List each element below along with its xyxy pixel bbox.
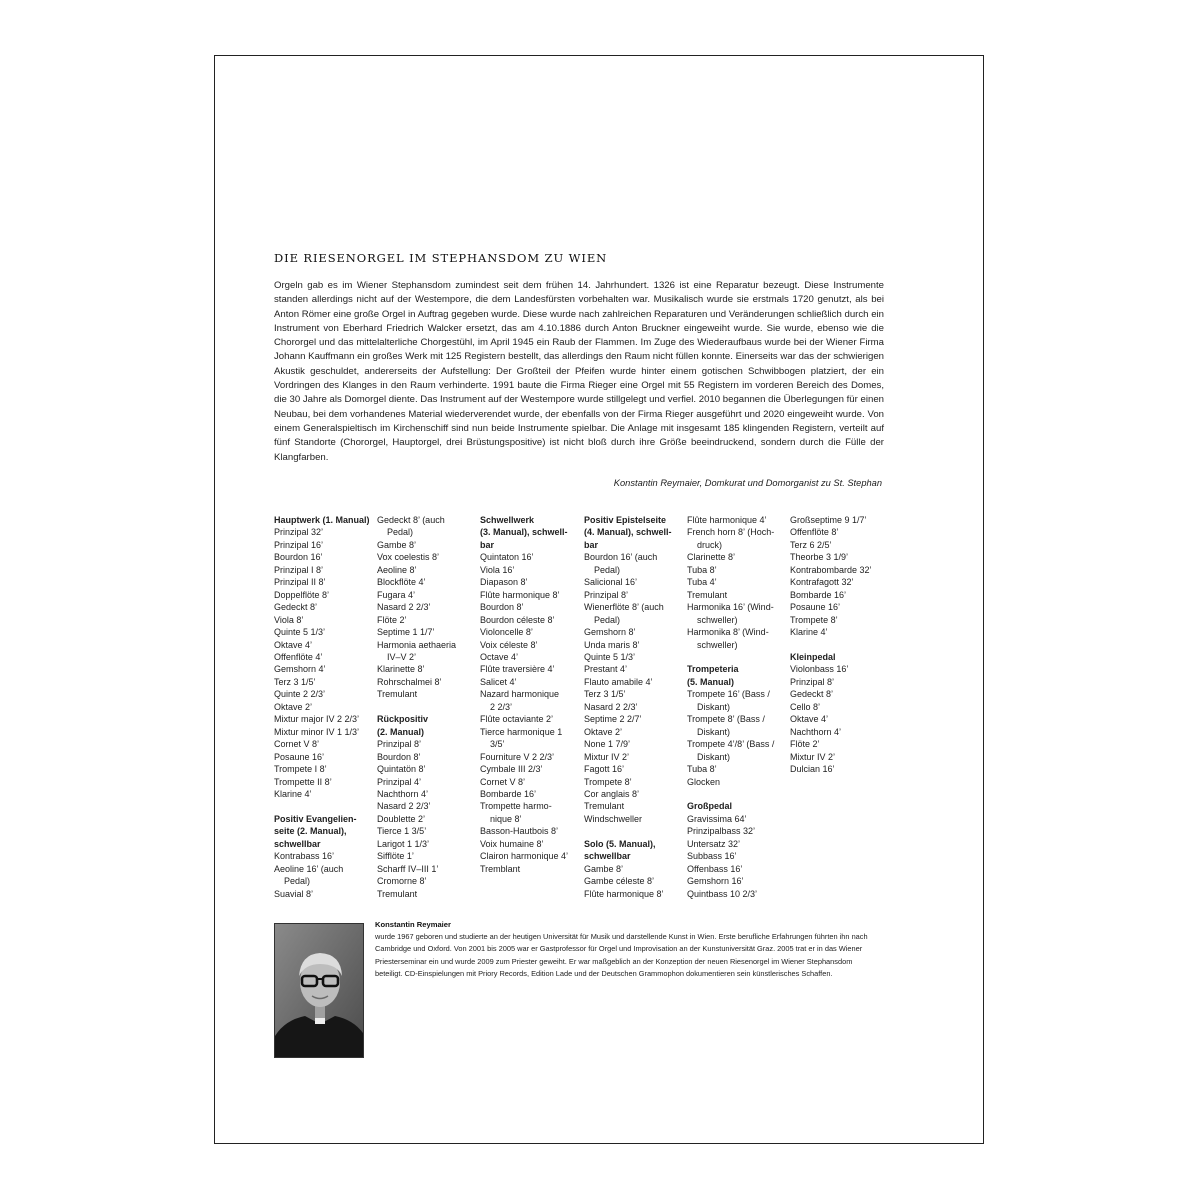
stop-item: Cornet V 8’ bbox=[274, 739, 320, 750]
stop-item: Terz 3 1/5’ bbox=[584, 689, 626, 700]
division-heading: Schwellwerk (3. Manual), schwell- bar bbox=[480, 515, 568, 550]
stop-item: Offenflöte 8’ bbox=[790, 527, 839, 538]
division-section bbox=[274, 514, 374, 800]
stop-item: Viola 8’ bbox=[274, 614, 304, 625]
division-section bbox=[687, 663, 787, 788]
stop-column bbox=[687, 514, 787, 912]
stop-item: Voix humaine 8’ bbox=[480, 838, 544, 849]
stop-item: Glocken bbox=[687, 776, 721, 787]
stop-item: Flauto amabile 4’ bbox=[584, 676, 653, 687]
author-bio bbox=[274, 920, 884, 1060]
stop-item: Nasard 2 2/3’ bbox=[377, 602, 431, 613]
stop-item: Terz 6 2/5’ bbox=[790, 539, 832, 550]
stop-item: Nazard harmonique 2 2/3’ bbox=[480, 689, 560, 712]
intro-text bbox=[274, 279, 884, 465]
stop-item: Cromorne 8’ bbox=[377, 876, 427, 887]
stop-item: Dulcian 16’ bbox=[790, 764, 835, 775]
stop-item: Gambe céleste 8’ bbox=[584, 876, 655, 887]
stop-item: Fourniture V 2 2/3’ bbox=[480, 751, 555, 762]
author-portrait bbox=[274, 923, 364, 1058]
stop-item: Klarine 4’ bbox=[274, 788, 312, 799]
bio-name: Konstantin Reymaier bbox=[375, 920, 451, 929]
division-heading: Kleinpedal bbox=[790, 651, 836, 662]
stop-item: Tremulant bbox=[584, 801, 625, 812]
stop-item: Viola 16’ bbox=[480, 564, 515, 575]
stop-item: Mixtur minor IV 1 1/3’ bbox=[274, 726, 360, 737]
stop-item: Tierce 1 3/5’ bbox=[377, 826, 427, 837]
stop-item: Tuba 8’ bbox=[687, 564, 717, 575]
stop-item: Nasard 2 2/3’ bbox=[584, 701, 638, 712]
stop-item: Septime 1 1/7’ bbox=[377, 627, 435, 638]
stop-item: Trompete I 8’ bbox=[274, 764, 327, 775]
division-heading: Großpedal bbox=[687, 801, 733, 812]
division-heading: Rückpositiv (2. Manual) bbox=[377, 714, 429, 737]
stop-item: Doublette 2’ bbox=[377, 813, 426, 824]
stop-item: Bourdon 16’ bbox=[274, 552, 323, 563]
stop-item: Wienerflöte 8’ (auch Pedal) bbox=[584, 602, 664, 625]
division-heading: Trompeteria (5. Manual) bbox=[687, 664, 739, 687]
division-section bbox=[584, 514, 684, 825]
intro-paragraph: Orgeln gab es im Wiener Stephansdom zumindest seit dem frühen 14. Jahrhundert. 1326 ist eine Reparatur bezeugt. Diese Instrumente standen allerdings nicht auf der Westempore, die dem Landesfürsten vorbehalten war. Musikalisch wurde sie erstmals 1720 genutzt, als bei Anton Römer eine große Orgel in Auftrag gegeben wurde. Diese wurde nach zahlreichen Reparaturen und Veränderungen schließlich durch ein Instrument von Eberhard Friedrich Walcker ersetzt, das am 4.10.1886 durch Anton Bruckner eingeweiht wurde. Sie wurde, ebenso wie die Chororgel und das mittelalterliche Chorgestühl, im April 1945 ein Raub der Flammen. Im Zuge des Wiederaufbaus wurde bei der Wiener Firma Johann Kauffmann ein großes Werk mit 125 Registern bestellt, das allerdings den Raum nicht füllen konnte. Einerseits war das der schwierigen Akustik geschuldet, andererseits der Aufstellung: Der Großteil der Pfeifen wurde hinter einem gotischen Schwibbogen platziert, der ein Vordringen des Klanges in den Raum verhinderte. 1991 baute die Firma Rieger eine Orgel mit 55 Registern im vorderen Bereich des Domes, die 30 Jahre als Domorgel diente. Das Instrument auf der Westempore wurde stillgelegt und verfiel. 2010 begannen die Überlegungen für einen Neubau, bei dem vorhandenes Material wiederverendet wurde, der ebenfalls von der Firma Rieger ausgeführt und 2020 eingeweiht wurde. Von einem Generalspieltisch im Kirchenschiff sind nun beide Instrumente spielbar. Die Anlage mit insgesamt 185 klingenden Registern, verteilt auf fünf Standorte (Chororgel, Hauptorgel, drei Brüstungspositive) ist nicht bloß durch ihre Größe beeindruckend, sondern durch die Fülle der Klangfarben. bbox=[274, 280, 884, 463]
stop-item: Posaune 16’ bbox=[274, 751, 325, 762]
stop-item: Trompete 16’ (Bass / Diskant) bbox=[687, 689, 770, 712]
stop-item: Prinzipal 8’ bbox=[790, 676, 835, 687]
portrait-image bbox=[275, 924, 364, 1058]
stop-item: Flöte 2’ bbox=[790, 739, 820, 750]
stop-item: Violonbass 16’ bbox=[790, 664, 849, 675]
stop-item: None 1 7/9’ bbox=[584, 739, 631, 750]
stop-item: Prinzipal I 8’ bbox=[274, 564, 324, 575]
stop-item: Unda maris 8’ bbox=[584, 639, 640, 650]
stop-item: Cymbale III 2/3’ bbox=[480, 764, 543, 775]
stop-column bbox=[377, 514, 477, 912]
stop-item: Cor anglais 8’ bbox=[584, 788, 640, 799]
stop-item: Flûte octaviante 2’ bbox=[480, 714, 554, 725]
stop-item: Prinzipal 8’ bbox=[377, 739, 422, 750]
stop-item: Trompete 8’ bbox=[584, 776, 632, 787]
stop-item: Posaune 16’ bbox=[790, 602, 841, 613]
stop-item: Kontrabombarde 32’ bbox=[790, 564, 872, 575]
division-section bbox=[480, 514, 580, 875]
stop-item: Gambe 8’ bbox=[377, 539, 417, 550]
stop-item: Nachthorn 4’ bbox=[377, 788, 429, 799]
stop-item: Bourdon céleste 8’ bbox=[480, 614, 555, 625]
stop-item: Untersatz 32’ bbox=[687, 838, 741, 849]
stop-item: Windschweller bbox=[584, 813, 643, 824]
stop-item: Gambe 8’ bbox=[584, 863, 624, 874]
division-heading: Hauptwerk (1. Manual) bbox=[274, 515, 370, 525]
stop-item: Oktave 2’ bbox=[584, 726, 623, 737]
bio-text: wurde 1967 geboren und studierte an der heutigen Universität für Musik und darstellende Kunst in Wien. Erste berufliche Erfahrungen führten ihn nach Cambridge und Oxford. Von 2001 bis 2005 war er Gastprofessor für Orgel und Improvisation an der Kunstuniversität Graz. 2005 trat er in das Wiener Priesterseminar ein und wurde 2009 zum Priester geweiht. Er war maßgeblich an der Konzeption der neuen Riesenorgel im Wiener Stephansdom beteiligt. CD-Einspielungen mit Priory Records, Edition Lade und der Deutschen Grammophon dokumentieren sein künstlerisches Schaffen. bbox=[375, 932, 868, 979]
stop-item: Gemshorn 16’ bbox=[687, 876, 744, 887]
stop-item: Trompete 8’ bbox=[790, 614, 838, 625]
stop-item: Larigot 1 1/3’ bbox=[377, 838, 430, 849]
stop-item: Harmonika 8’ (Wind- schweller) bbox=[687, 627, 769, 650]
stop-item: Bourdon 16’ (auch Pedal) bbox=[584, 552, 658, 575]
division-section bbox=[687, 514, 787, 651]
division-section bbox=[790, 514, 890, 639]
stop-item: Flûte harmonique 8’ bbox=[480, 589, 560, 600]
stop-item: Tuba 4’ bbox=[687, 577, 717, 588]
division-heading: Solo (5. Manual), schwellbar bbox=[584, 838, 656, 862]
stop-item: Trompette harmo- nique 8’ bbox=[480, 801, 552, 824]
stop-item: Fagott 16’ bbox=[584, 764, 625, 775]
stop-item: Clarinette 8’ bbox=[687, 552, 736, 563]
stop-item: Tierce harmonique 1 3/5’ bbox=[480, 726, 563, 750]
stop-item: Quinte 5 1/3’ bbox=[274, 627, 326, 638]
stop-item: Oktave 4’ bbox=[274, 639, 313, 650]
stop-item: Mixtur IV 2’ bbox=[584, 751, 630, 762]
booklet-page bbox=[214, 55, 984, 1144]
stop-item: Prinzipal 4’ bbox=[377, 776, 422, 787]
stop-item: Kontrafagott 32’ bbox=[790, 577, 854, 588]
stop-item: Voix céleste 8’ bbox=[480, 639, 538, 650]
stop-item: Septime 2 2/7’ bbox=[584, 714, 642, 725]
stop-item: Quintatön 8’ bbox=[377, 764, 426, 775]
stop-item: Bourdon 8’ bbox=[480, 602, 524, 613]
stop-item: Prinzipal II 8’ bbox=[274, 577, 326, 588]
stop-item: Tuba 8’ bbox=[687, 764, 717, 775]
stop-item: Tremulant bbox=[377, 888, 418, 899]
stop-item: Bombarde 16’ bbox=[480, 788, 537, 799]
stop-item: Nasard 2 2/3’ bbox=[377, 801, 431, 812]
stop-item: Trompette II 8’ bbox=[274, 776, 332, 787]
stop-item: Flûte traversière 4’ bbox=[480, 664, 555, 675]
stop-item: Terz 3 1/5’ bbox=[274, 676, 316, 687]
division-section bbox=[377, 713, 477, 900]
stop-item: Bombarde 16’ bbox=[790, 589, 847, 600]
stop-item: Gedeckt 8’ (auch Pedal) bbox=[377, 515, 445, 538]
stop-item: Prinzipal 16’ bbox=[274, 539, 324, 550]
stop-column bbox=[790, 514, 890, 788]
stop-item: Cello 8’ bbox=[790, 701, 821, 712]
stop-item: Quinte 2 2/3’ bbox=[274, 689, 326, 700]
stop-item: Sifflöte 1’ bbox=[377, 851, 414, 862]
division-section bbox=[377, 514, 477, 701]
stop-item: Theorbe 3 1/9’ bbox=[790, 552, 849, 563]
stop-item: Trompete 8’ (Bass / Diskant) bbox=[687, 714, 765, 737]
stop-item: Offenflöte 4’ bbox=[274, 651, 323, 662]
stop-item: Prinzipal 8’ bbox=[584, 589, 629, 600]
stop-item: Rohrschalmei 8’ bbox=[377, 676, 442, 687]
stop-item: Flûte harmonique 4’ bbox=[687, 515, 767, 525]
stop-item: Kontrabass 16’ bbox=[274, 851, 335, 862]
stop-column bbox=[274, 514, 374, 912]
stop-item: Gedeckt 8’ bbox=[790, 689, 834, 700]
stop-item: Mixtur major IV 2 2/3’ bbox=[274, 714, 360, 725]
stop-list bbox=[274, 514, 894, 899]
stop-item: Quintbass 10 2/3’ bbox=[687, 888, 758, 899]
stop-item: Oktave 4’ bbox=[790, 714, 829, 725]
stop-item: Blockflöte 4’ bbox=[377, 577, 426, 588]
division-heading: Positiv Evangelien- seite (2. Manual), schwellbar bbox=[274, 813, 357, 849]
stop-item: French horn 8’ (Hoch- druck) bbox=[687, 527, 775, 550]
stop-item: Harmonika 16’ (Wind- schweller) bbox=[687, 602, 774, 625]
stop-item: Offenbass 16’ bbox=[687, 863, 743, 874]
stop-column bbox=[480, 514, 580, 888]
stop-item: Suavial 8’ bbox=[274, 888, 314, 899]
stop-item: Fugara 4’ bbox=[377, 589, 416, 600]
stop-item: Klarinette 8’ bbox=[377, 664, 425, 675]
division-section bbox=[584, 838, 684, 900]
stop-item: Violoncelle 8’ bbox=[480, 627, 533, 638]
stop-item: Klarine 4’ bbox=[790, 627, 828, 638]
stop-item: Quinte 5 1/3’ bbox=[584, 651, 636, 662]
stop-item: Flöte 2’ bbox=[377, 614, 407, 625]
stop-item: Gemshorn 4’ bbox=[274, 664, 326, 675]
stop-item: Salicet 4’ bbox=[480, 676, 517, 687]
stop-item: Harmonia aethaeria IV–V 2’ bbox=[377, 639, 457, 662]
stop-item: Doppelflöte 8’ bbox=[274, 589, 330, 600]
stop-item: Gemshorn 8’ bbox=[584, 627, 636, 638]
stop-column bbox=[584, 514, 684, 912]
stop-item: Mixtur IV 2’ bbox=[790, 751, 836, 762]
stop-item: Tremulant bbox=[377, 689, 418, 700]
stop-item: Gravissima 64’ bbox=[687, 813, 747, 824]
stop-item: Trompete 4’/8’ (Bass / Diskant) bbox=[687, 739, 775, 762]
division-section bbox=[790, 651, 890, 776]
stop-item: Großseptime 9 1/7’ bbox=[790, 515, 867, 525]
stop-item: Flûte harmonique 8’ bbox=[584, 888, 664, 899]
stop-item: Oktave 2’ bbox=[274, 701, 313, 712]
stop-item: Subbass 16’ bbox=[687, 851, 737, 862]
division-heading: Positiv Epistelseite (4. Manual), schwell- bar bbox=[584, 515, 672, 550]
stop-item: Aeoline 8’ bbox=[377, 564, 417, 575]
stop-item: Basson-Hautbois 8’ bbox=[480, 826, 559, 837]
stop-item: Diapason 8’ bbox=[480, 577, 528, 588]
stop-item: Vox coelestis 8’ bbox=[377, 552, 440, 563]
stop-item: Salicional 16’ bbox=[584, 577, 638, 588]
stop-item: Scharff IV–III 1’ bbox=[377, 863, 439, 874]
stop-item: Prinzipal 32’ bbox=[274, 527, 324, 538]
stop-item: Tremulant bbox=[687, 589, 728, 600]
stop-item: Gedeckt 8’ bbox=[274, 602, 318, 613]
stop-item: Prestant 4’ bbox=[584, 664, 628, 675]
stop-item: Aeoline 16’ (auch Pedal) bbox=[274, 863, 344, 887]
stop-item: Quintaton 16’ bbox=[480, 552, 534, 563]
page-title: DIE RIESENORGEL IM STEPHANSDOM ZU WIEN bbox=[274, 251, 608, 265]
stop-item: Nachthorn 4’ bbox=[790, 726, 842, 737]
stop-item: Clairon harmonique 4’ bbox=[480, 851, 569, 862]
division-section bbox=[687, 800, 787, 900]
stop-item: Prinzipalbass 32’ bbox=[687, 826, 756, 837]
author-signature: Konstantin Reymaier, Domkurat und Domorganist zu St. Stephan bbox=[613, 478, 882, 488]
stop-item: Tremblant bbox=[480, 863, 521, 874]
division-section bbox=[274, 813, 374, 900]
stop-item: Octave 4’ bbox=[480, 651, 519, 662]
stop-item: Cornet V 8’ bbox=[480, 776, 526, 787]
stop-item: Bourdon 8’ bbox=[377, 751, 421, 762]
